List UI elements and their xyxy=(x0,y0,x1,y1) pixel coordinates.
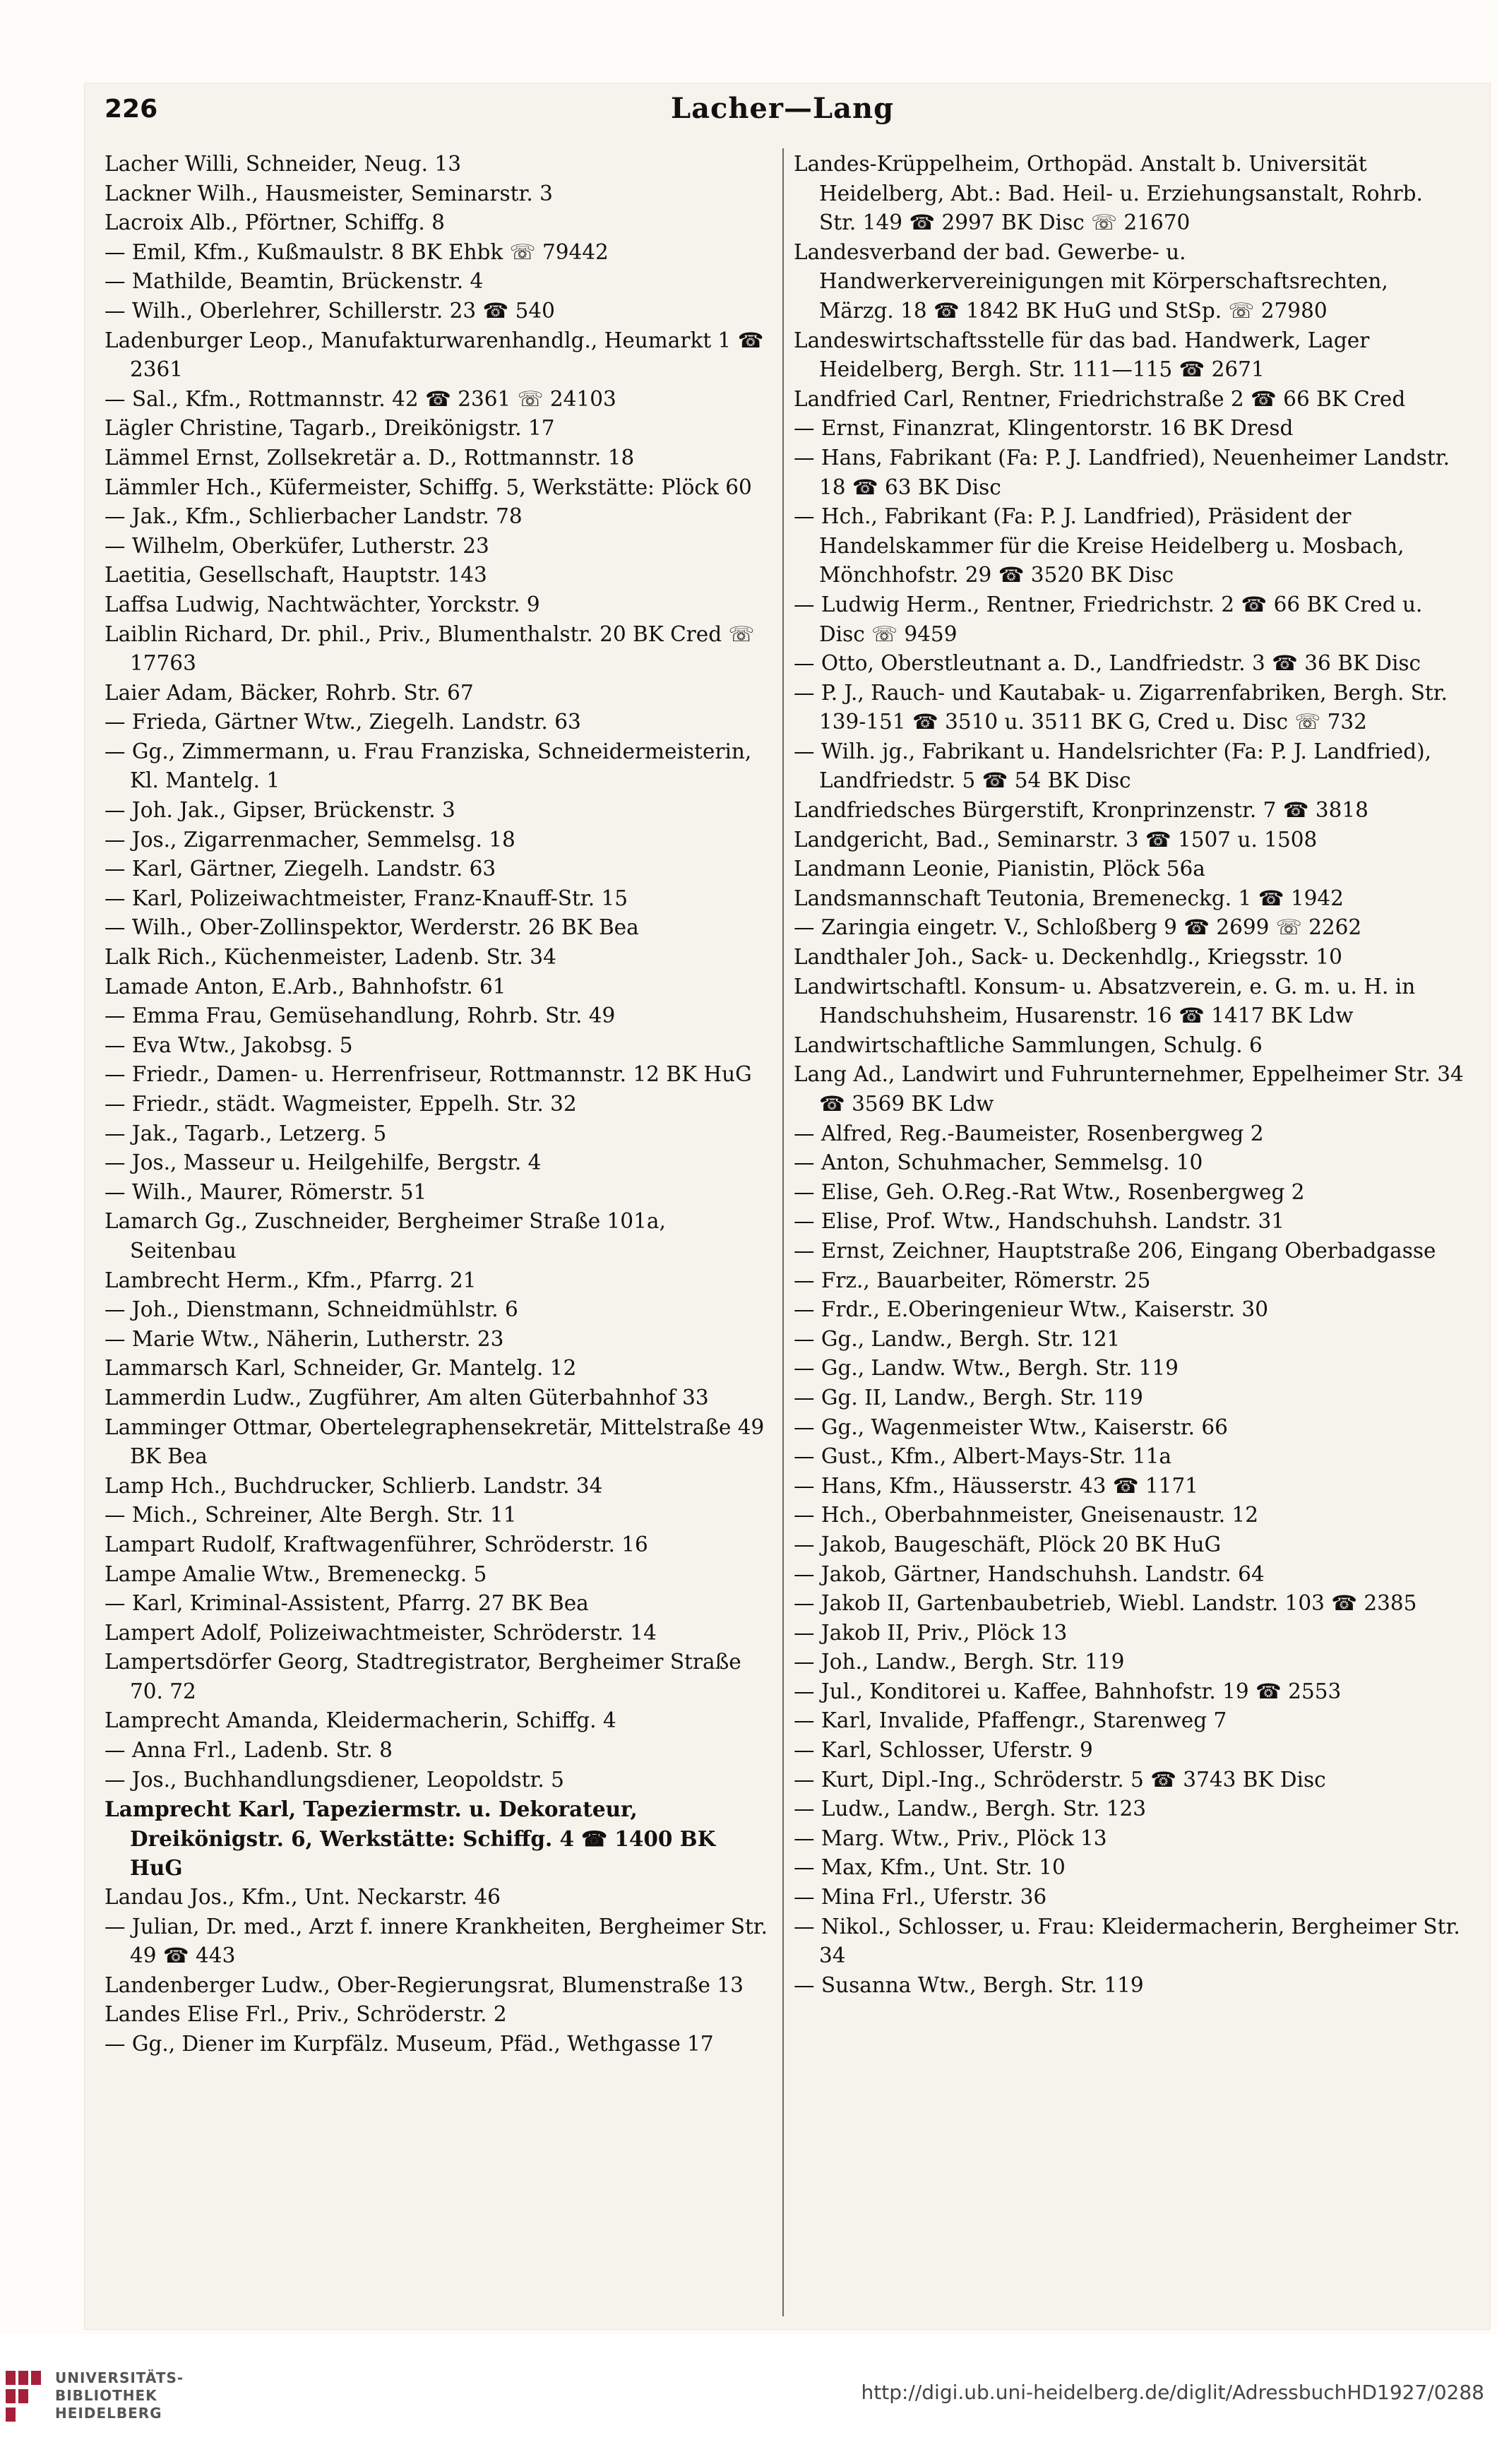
directory-entry: Lalk Rich., Küchenmeister, Ladenb. Str. 34 xyxy=(105,945,556,970)
directory-entry: — Mathilde, Beamtin, Brückenstr. 4 xyxy=(105,269,484,294)
directory-entry: Lämmler Hch., Küfermeister, Schiffg. 5, Werkstätte: Plöck 60 xyxy=(105,475,752,499)
directory-entry: Landwirtschaftl. Konsum- u. Absatzverein, e. G. m. u. H. in Handschuhsheim, Husarenstr. 16 ☎ 1417 BK Ldw xyxy=(794,974,1416,1028)
library-logo-icon xyxy=(0,2365,49,2429)
directory-entry: — Jos., Masseur u. Heilgehilfe, Bergstr. 4 xyxy=(105,1150,542,1175)
directory-entry: Lamarch Gg., Zuschneider, Bergheimer Straße 101a, Seitenbau xyxy=(105,1209,666,1263)
directory-entry: — Friedr., städt. Wagmeister, Eppelh. Str. 32 xyxy=(105,1092,577,1116)
directory-entry: — Emma Frau, Gemüsehandlung, Rohrb. Str. 49 xyxy=(105,1004,616,1028)
directory-entry: — Gust., Kfm., Albert-Mays-Str. 11a xyxy=(794,1444,1172,1469)
source-url[interactable]: http://digi.ub.uni-heidelberg.de/diglit/AdressbuchHD1927/0288 xyxy=(861,2381,1484,2404)
directory-entry: Landfried Carl, Rentner, Friedrichstraße 2 ☎ 66 BK Cred xyxy=(794,386,1406,411)
directory-entry: — Frdr., E.Oberingenieur Wtw., Kaiserstr. 30 xyxy=(794,1297,1268,1322)
directory-entry: Ladenburger Leop., Manufakturwarenhandlg., Heumarkt 1 ☎ 2361 xyxy=(105,328,764,382)
directory-entry: Landwirtschaftliche Sammlungen, Schulg. 6 xyxy=(794,1032,1263,1057)
directory-entry: Lambrecht Herm., Kfm., Pfarrg. 21 xyxy=(105,1268,477,1292)
directory-entry: — Frieda, Gärtner Wtw., Ziegelh. Landstr. 63 xyxy=(105,710,581,734)
library-name xyxy=(55,2369,184,2422)
directory-entry: Lägler Christine, Tagarb., Dreikönigstr. 17 xyxy=(105,416,555,441)
directory-entry: — Sal., Kfm., Rottmannstr. 42 ☎ 2361 ☏ 24103 xyxy=(105,386,616,411)
directory-entry: — Hans, Kfm., Häusserstr. 43 ☎ 1171 xyxy=(794,1473,1199,1498)
directory-entry: Laiblin Richard, Dr. phil., Priv., Blumenthalstr. 20 BK Cred ☏ 17763 xyxy=(105,621,755,676)
directory-entry: — Karl, Kriminal-Assistent, Pfarrg. 27 BK Bea xyxy=(105,1591,589,1616)
directory-entry: — Wilhelm, Oberküfer, Lutherstr. 23 xyxy=(105,533,489,558)
directory-entry: — Hans, Fabrikant (Fa: P. J. Landfried), Neuenheimer Landstr. 18 ☎ 63 BK Disc xyxy=(794,445,1450,499)
directory-entry: — Joh., Landw., Bergh. Str. 119 xyxy=(794,1650,1125,1674)
directory-entry: — Elise, Prof. Wtw., Handschuhsh. Landstr. 31 xyxy=(794,1209,1284,1234)
directory-entry: — Max, Kfm., Unt. Str. 10 xyxy=(794,1855,1066,1880)
directory-entry: Lacroix Alb., Pförtner, Schiffg. 8 xyxy=(105,210,445,235)
directory-entry: — Ludwig Herm., Rentner, Friedrichstr. 2 ☎ 66 BK Cred u. Disc ☏ 9459 xyxy=(794,592,1423,646)
directory-entry: Lamp Hch., Buchdrucker, Schlierb. Landstr. 34 xyxy=(105,1473,603,1498)
directory-entry: — Gg., Wagenmeister Wtw., Kaiserstr. 66 xyxy=(794,1415,1228,1439)
page-number: 226 xyxy=(105,95,158,124)
directory-entry: — Nikol., Schlosser, u. Frau: Kleidermacherin, Bergheimer Str. 34 xyxy=(794,1914,1460,1968)
directory-entry: — Jakob, Gärtner, Handschuhsh. Landstr. 64 xyxy=(794,1561,1265,1586)
directory-entry: — Mich., Schreiner, Alte Bergh. Str. 11 xyxy=(105,1503,517,1528)
directory-entry: — Jakob, Baugeschäft, Plöck 20 BK HuG xyxy=(794,1532,1222,1557)
directory-entry: Lackner Wilh., Hausmeister, Seminarstr. 3 xyxy=(105,181,553,206)
directory-entry: Lamade Anton, E.Arb., Bahnhofstr. 61 xyxy=(105,974,506,999)
directory-entry: — Wilh., Ober-Zollinspektor, Werderstr. 26 BK Bea xyxy=(105,915,639,940)
directory-entry: Lang Ad., Landwirt und Fuhrunternehmer, Eppelheimer Str. 34 ☎ 3569 BK Ldw xyxy=(794,1062,1464,1116)
directory-entry: — Ludw., Landw., Bergh. Str. 123 xyxy=(794,1797,1147,1821)
directory-entry: — Jakob II, Gartenbaubetrieb, Wiebl. Landstr. 103 ☎ 2385 xyxy=(794,1591,1417,1616)
directory-entry: — Gg. II, Landw., Bergh. Str. 119 xyxy=(794,1385,1143,1410)
directory-entry: — Kurt, Dipl.-Ing., Schröderstr. 5 ☎ 3743 BK Disc xyxy=(794,1767,1326,1792)
directory-entry: Landsmannschaft Teutonia, Bremeneckg. 1 ☎ 1942 xyxy=(794,886,1344,910)
directory-entry: — Elise, Geh. O.Reg.-Rat Wtw., Rosenbergweg 2 xyxy=(794,1179,1305,1204)
directory-entry: — Gg., Landw., Bergh. Str. 121 xyxy=(794,1326,1121,1351)
directory-entry: — Karl, Polizeiwachtmeister, Franz-Knauff-Str. 15 xyxy=(105,886,628,910)
directory-entry: — Ernst, Zeichner, Hauptstraße 206, Eingang Oberbadgasse xyxy=(794,1238,1436,1263)
directory-entry: — Jul., Konditorei u. Kaffee, Bahnhofstr. 19 ☎ 2553 xyxy=(794,1679,1342,1703)
directory-entry: — Joh. Jak., Gipser, Brückenstr. 3 xyxy=(105,798,455,823)
directory-entry: — Anna Frl., Ladenb. Str. 8 xyxy=(105,1738,393,1763)
directory-entry: Landau Jos., Kfm., Unt. Neckarstr. 46 xyxy=(105,1885,501,1910)
directory-entry: — Jak., Tagarb., Letzerg. 5 xyxy=(105,1121,387,1145)
footer xyxy=(0,2334,1497,2464)
directory-entry: Lamminger Ottmar, Obertelegraphensekretär, Mittelstraße 49 BK Bea xyxy=(105,1415,765,1469)
directory-entry: Lamprecht Karl, Tapeziermstr. u. Dekorateur, Dreikönigstr. 6, Werkstätte: Schiffg. 4 ☎ 1400 BK HuG xyxy=(105,1797,716,1881)
library-name-line-1: UNIVERSITÄTS- xyxy=(55,2369,184,2386)
directory-entry: — Gg., Landw. Wtw., Bergh. Str. 119 xyxy=(794,1356,1179,1381)
directory-entry: Landes Elise Frl., Priv., Schröderstr. 2 xyxy=(105,2002,507,2027)
directory-entry: — Marie Wtw., Näherin, Lutherstr. 23 xyxy=(105,1326,504,1351)
directory-entry: — Jos., Buchhandlungsdiener, Leopoldstr. 5 xyxy=(105,1767,564,1792)
directory-entry: Lampert Adolf, Polizeiwachtmeister, Schröderstr. 14 xyxy=(105,1620,657,1645)
directory-entry: — Mina Frl., Uferstr. 36 xyxy=(794,1885,1047,1910)
directory-entry: — Jak., Kfm., Schlierbacher Landstr. 78 xyxy=(105,504,523,529)
directory-entry: — Hch., Oberbahnmeister, Gneisenaustr. 12 xyxy=(794,1503,1259,1528)
directory-entry: — Alfred, Reg.-Baumeister, Rosenbergweg 2 xyxy=(794,1121,1264,1145)
library-name-line-3: HEIDELBERG xyxy=(55,2405,162,2422)
left-column xyxy=(105,150,775,2059)
directory-entry: Laier Adam, Bäcker, Rohrb. Str. 67 xyxy=(105,680,474,705)
directory-entry: Lammarsch Karl, Schneider, Gr. Mantelg. 12 xyxy=(105,1356,577,1381)
directory-entry: — Wilh., Maurer, Römerstr. 51 xyxy=(105,1179,427,1204)
directory-entry: Landmann Leonie, Pianistin, Plöck 56a xyxy=(794,857,1205,881)
directory-entry: — Susanna Wtw., Bergh. Str. 119 xyxy=(794,1972,1144,1997)
directory-entry: — Jos., Zigarrenmacher, Semmelsg. 18 xyxy=(105,827,515,852)
directory-entry: — P. J., Rauch- und Kautabak- u. Zigarrenfabriken, Bergh. Str. 139-151 ☎ 3510 u. 3511 BK G, Cred u. Disc ☏ 732 xyxy=(794,680,1448,734)
directory-entry: — Joh., Dienstmann, Schneidmühlstr. 6 xyxy=(105,1297,518,1322)
directory-entry: — Wilh., Oberlehrer, Schillerstr. 23 ☎ 540 xyxy=(105,298,555,323)
directory-entry: Lämmel Ernst, Zollsekretär a. D., Rottmannstr. 18 xyxy=(105,445,635,470)
directory-entry: Lampe Amalie Wtw., Bremeneckg. 5 xyxy=(105,1561,487,1586)
directory-entry: — Gg., Zimmermann, u. Frau Franziska, Schneidermeisterin, Kl. Mantelg. 1 xyxy=(105,739,752,793)
directory-entry: — Hch., Fabrikant (Fa: P. J. Landfried), Präsident der Handelskammer für die Kreise Heidelberg u. Mosbach, Mönchhofstr. 29 ☎ 3520 BK Disc xyxy=(794,504,1404,588)
directory-entry: Landesverband der bad. Gewerbe- u. Handwerkervereinigungen mit Körperschaftsrechten, Märzg. 18 ☎ 1842 BK HuG und StSp. ☏ 27980 xyxy=(794,239,1388,323)
directory-entry: Landeswirtschaftsstelle für das bad. Handwerk, Lager Heidelberg, Bergh. Str. 111—115 ☎ 2671 xyxy=(794,328,1370,382)
directory-entry: — Zaringia eingetr. V., Schloßberg 9 ☎ 2699 ☏ 2262 xyxy=(794,915,1362,940)
directory-entry: Landes-Krüppelheim, Orthopäd. Anstalt b. Universität Heidelberg, Abt.: Bad. Heil- u. Erziehungsanstalt, Rohrb. Str. 149 ☎ 2997 BK Disc ☏ 21670 xyxy=(794,152,1423,235)
directory-entry: — Karl, Invalide, Pfaffengr., Starenweg 7 xyxy=(794,1708,1227,1733)
directory-entry: Lammerdin Ludw., Zugführer, Am alten Güterbahnhof 33 xyxy=(105,1385,709,1410)
directory-entry: — Wilh. jg., Fabrikant u. Handelsrichter (Fa: P. J. Landfried), Landfriedstr. 5 ☎ 54 BK Disc xyxy=(794,739,1432,793)
directory-entry: — Julian, Dr. med., Arzt f. innere Krankheiten, Bergheimer Str. 49 ☎ 443 xyxy=(105,1914,768,1968)
directory-entry: — Anton, Schuhmacher, Semmelsg. 10 xyxy=(794,1150,1203,1175)
directory-entry: Lacher Willi, Schneider, Neug. 13 xyxy=(105,152,461,176)
directory-entry: — Karl, Gärtner, Ziegelh. Landstr. 63 xyxy=(105,857,496,881)
directory-entry: — Gg., Diener im Kurpfälz. Museum, Pfäd., Wethgasse 17 xyxy=(105,2032,714,2056)
directory-entry: Landenberger Ludw., Ober-Regierungsrat, Blumenstraße 13 xyxy=(105,1972,744,1997)
right-column xyxy=(794,150,1465,2000)
directory-entry: Lampart Rudolf, Kraftwagenführer, Schröderstr. 16 xyxy=(105,1532,648,1557)
directory-entry: — Frz., Bauarbeiter, Römerstr. 25 xyxy=(794,1268,1151,1292)
directory-entry: Laetitia, Gesellschaft, Hauptstr. 143 xyxy=(105,563,487,588)
directory-entry: — Marg. Wtw., Priv., Plöck 13 xyxy=(794,1826,1107,1850)
directory-entry: — Jakob II, Priv., Plöck 13 xyxy=(794,1620,1068,1645)
directory-entry: Laffsa Ludwig, Nachtwächter, Yorckstr. 9 xyxy=(105,592,540,617)
directory-entry: Lamprecht Amanda, Kleidermacherin, Schiffg. 4 xyxy=(105,1708,616,1733)
directory-entry: Landthaler Joh., Sack- u. Deckenhdlg., Kriegsstr. 10 xyxy=(794,945,1342,970)
page-header xyxy=(105,90,1460,133)
column-divider xyxy=(782,148,784,2316)
directory-entry: — Emil, Kfm., Kußmaulstr. 8 BK Ehbk ☏ 79442 xyxy=(105,239,609,264)
library-name-line-2: BIBLIOTHEK xyxy=(55,2387,157,2404)
directory-entry: Lampertsdörfer Georg, Stadtregistrator, Bergheimer Straße 70. 72 xyxy=(105,1650,741,1703)
directory-entry: Landfriedsches Bürgerstift, Kronprinzenstr. 7 ☎ 3818 xyxy=(794,798,1368,823)
directory-entry: — Eva Wtw., Jakobsg. 5 xyxy=(105,1032,353,1057)
directory-entry: Landgericht, Bad., Seminarstr. 3 ☎ 1507 u. 1508 xyxy=(794,827,1318,852)
running-head: Lacher—Lang xyxy=(670,92,895,125)
directory-entry: — Karl, Schlosser, Uferstr. 9 xyxy=(794,1738,1093,1763)
directory-entry: — Otto, Oberstleutnant a. D., Landfriedstr. 3 ☎ 36 BK Disc xyxy=(794,651,1421,676)
directory-entry: — Friedr., Damen- u. Herrenfriseur, Rottmannstr. 12 BK HuG xyxy=(105,1062,752,1087)
directory-entry: — Ernst, Finanzrat, Klingentorstr. 16 BK Dresd xyxy=(794,416,1294,441)
